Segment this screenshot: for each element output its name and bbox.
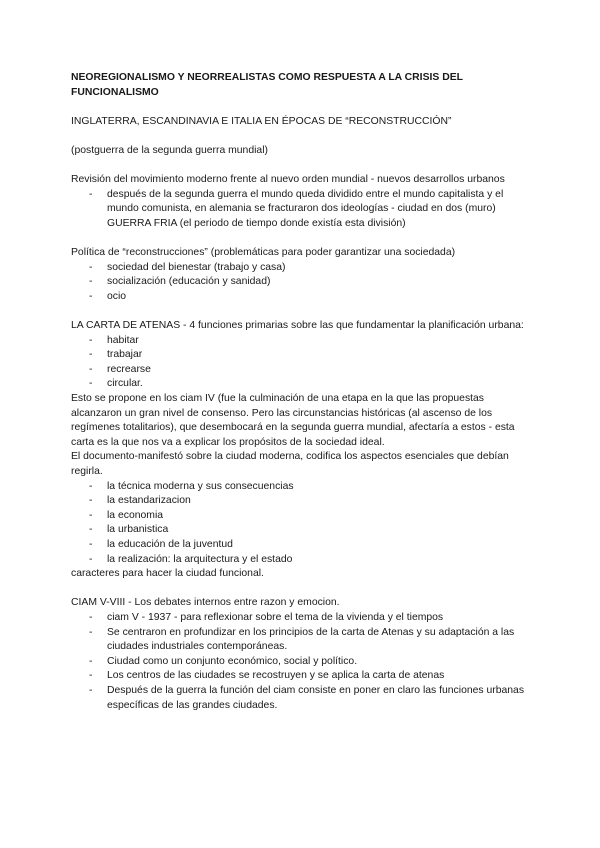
list-item: - ciam V - 1937 - para reflexionar sobre el tema de la vivienda y el tiempos xyxy=(89,611,444,623)
list-item: - la urbanistica xyxy=(89,524,169,536)
revision-intro: Revisión del movimiento moderno frente al nuevo orden mundial - nuevos desarrollos urbanos xyxy=(71,174,505,186)
list-item: - circular. xyxy=(89,378,143,390)
section-heading: INGLATERRA, ESCANDINAVIA E ITALIA EN ÉPOCAS DE “RECONSTRUCCIÓN” xyxy=(71,115,452,127)
list-item: - recrearse xyxy=(89,363,151,375)
document-title-line-2: FUNCIONALISMO xyxy=(71,86,159,98)
carta-functions-list xyxy=(71,334,531,392)
list-item: - Se centraron en profundizar en los principios de la carta de Atenas y su adaptación a las ciudades industriales contemporáneas. xyxy=(89,626,515,653)
carta-paragraph-2: El documento-manifestó sobre la ciudad moderna, codifica los aspectos esenciales que debían regirla. xyxy=(71,451,509,478)
ciam-list xyxy=(71,611,531,713)
document-body xyxy=(71,71,531,713)
list-item: - Los centros de las ciudades se recostruyen y se aplica la carta de atenas xyxy=(89,670,445,682)
list-item: - trabajar xyxy=(89,349,143,361)
ciam-intro: CIAM V-VIII - Los debates internos entre razon y emocion. xyxy=(71,597,340,609)
carta-intro: LA CARTA DE ATENAS - 4 funciones primarias sobre las que fundamentar la planificación urbana: xyxy=(71,320,524,332)
carta-paragraph-1: Esto se propone en los ciam IV (fue la culminación de una etapa en la que las propuestas alcanzaron un gran nivel de consenso. Pero las circunstancias históricas (al ascenso de los regímenes totalitarios), que desembocará en la segunda guerra mundial, afectaría a estos - esta carta es la que nos va a explicar los propósitos de la sociedad ideal. xyxy=(71,393,515,448)
list-item: - socialización (educación y sanidad) xyxy=(89,276,271,288)
list-item: - la educación de la juventud xyxy=(89,539,233,550)
carta-closing: caracteres para hacer la ciudad funcional. xyxy=(71,568,264,580)
document-title-line-1: NEOREGIONALISMO Y NEORREALISTAS COMO RESPUESTA A LA CRISIS DEL xyxy=(71,72,463,83)
politica-intro: Política de “reconstrucciones” (problemáticas para poder garantizar una sociedada) xyxy=(71,247,456,259)
carta-aspects-list xyxy=(71,480,531,568)
list-item: - ocio xyxy=(89,290,127,302)
list-item: - la economia xyxy=(89,509,164,521)
list-item: - habitar xyxy=(89,334,139,346)
revision-list xyxy=(71,188,531,217)
list-item: - después de la segunda guerra el mundo queda dividido entre el mundo capitalista y el mundo comunista, en alemania se fracturaron dos ideologías - ciudad en dos (muro) xyxy=(89,188,504,215)
list-item: - Ciudad como un conjunto económico, social y político. xyxy=(89,655,358,667)
list-item: - la estandarizacion xyxy=(89,495,191,507)
list-item: - la realización: la arquitectura y el estado xyxy=(89,553,293,565)
list-item: - sociedad del bienestar (trabajo y casa) xyxy=(89,261,286,273)
list-item: - Después de la guerra la función del ciam consiste en poner en claro las funciones urbanas específicas de las grandes ciudades. xyxy=(89,684,525,711)
list-item: - la técnica moderna y sus consecuencias xyxy=(89,480,294,492)
postwar-note: (postguerra de la segunda guerra mundial) xyxy=(71,144,268,156)
guerra-fria-note: GUERRA FRIA (el periodo de tiempo donde existía esta división) xyxy=(107,217,406,229)
politica-list xyxy=(71,261,531,305)
